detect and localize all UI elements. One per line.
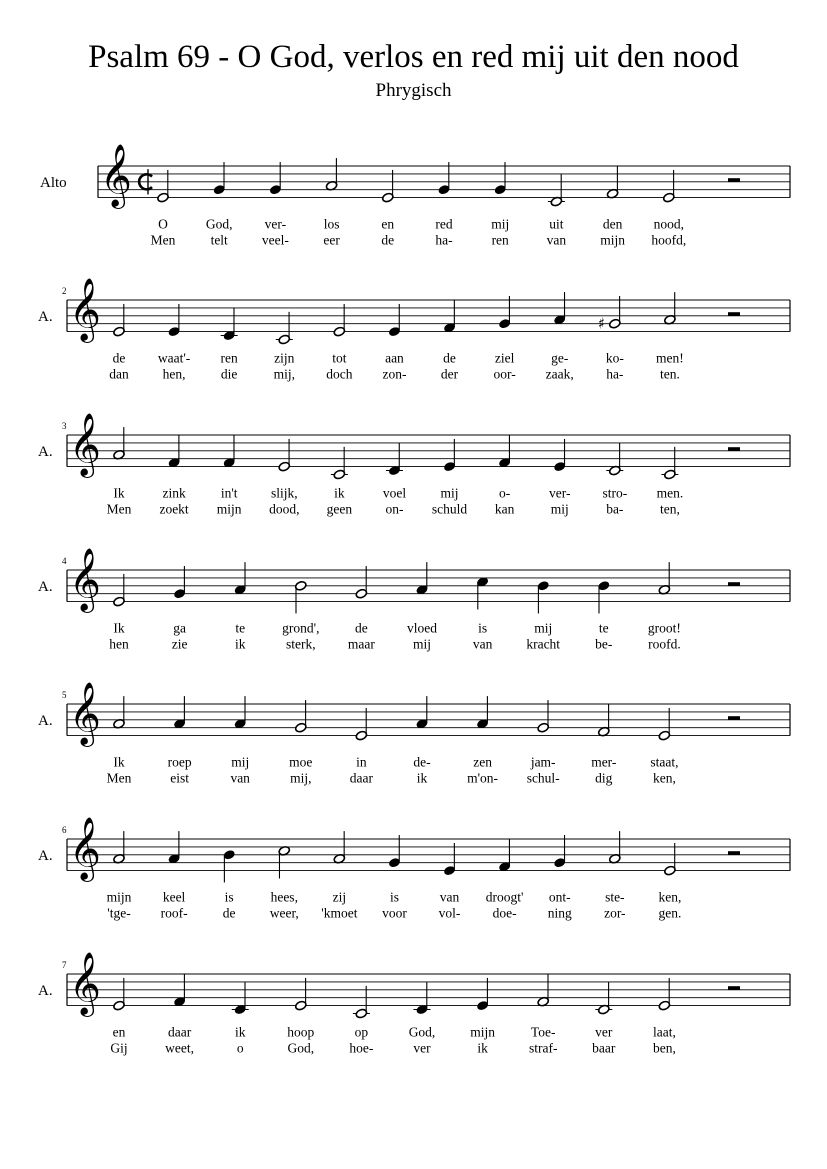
treble-clef-icon: 𝄞 (69, 951, 101, 1015)
lyric-verse-2: zie (171, 636, 188, 652)
lyric-verse-2: Men (106, 770, 132, 786)
lyric-verse-1: te (235, 620, 246, 636)
instrument-name: A. (38, 443, 53, 460)
lyric-verse-2: ben, (652, 1040, 676, 1056)
half-rest (728, 582, 740, 586)
lyric-verse-1: Ik (113, 620, 125, 636)
lyric-verse-2: doch (326, 366, 353, 382)
lyric-verse-1: mij (440, 485, 459, 501)
lyric-verse-1: grond', (282, 620, 320, 636)
lyric-verse-2: ik (477, 1040, 488, 1056)
lyric-verse-1: God, (205, 216, 233, 232)
lyric-verse-1: mij (491, 216, 510, 232)
lyric-verse-2: ha- (606, 366, 624, 382)
instrument-name: A. (38, 712, 53, 729)
lyric-verse-2: hoofd, (651, 232, 687, 248)
lyric-verse-2: dan (109, 366, 129, 382)
lyric-verse-2: voor (382, 905, 407, 921)
lyric-verse-2: mijn (216, 501, 242, 517)
lyric-verse-2: kracht (526, 636, 561, 652)
treble-clef-icon: 𝄞 (69, 816, 101, 880)
measure-number: 4 (62, 556, 67, 566)
lyric-verse-1: keel (162, 889, 186, 905)
lyric-verse-2: mij (412, 636, 432, 652)
lyric-verse-2: de (381, 232, 395, 248)
lyric-verse-2: ning (547, 905, 572, 921)
lyric-verse-1: droogt' (485, 889, 524, 905)
lyric-verse-1: de- (413, 754, 431, 770)
lyric-verse-1: is (389, 889, 399, 905)
lyric-verse-2: hoe- (349, 1040, 374, 1056)
score-title: Psalm 69 - O God, verlos en red mij uit den nood (88, 39, 739, 75)
lyric-verse-1: zink (162, 485, 186, 501)
lyric-verse-1: tot (332, 350, 347, 366)
lyric-verse-1: is (478, 620, 488, 636)
lyric-verse-2: mij (550, 501, 569, 517)
lyric-verse-1: ziel (494, 350, 515, 366)
lyric-verse-2: eer (323, 232, 340, 248)
lyric-verse-1: hoop (287, 1024, 315, 1040)
lyric-verse-2: dig (595, 770, 613, 786)
lyric-verse-2: die (220, 366, 238, 382)
sharp-icon: ♯ (597, 314, 606, 333)
score-subtitle: Phrygisch (375, 80, 452, 101)
lyric-verse-1: ge- (551, 350, 569, 366)
staff-system (38, 547, 790, 651)
lyric-verse-1: Toe- (530, 1024, 556, 1040)
lyric-verse-2: ik (234, 636, 246, 652)
lyric-verse-1: nood, (653, 216, 684, 232)
instrument-name: A. (38, 578, 53, 595)
lyric-verse-1: ont- (548, 889, 571, 905)
instrument-name: A. (38, 982, 53, 999)
lyric-verse-1: Ik (113, 754, 125, 770)
lyric-verse-2: schul- (526, 770, 560, 786)
lyric-verse-1: ver- (264, 216, 287, 232)
lyric-verse-2: mij, (273, 366, 295, 382)
treble-clef-icon: 𝄞 (69, 412, 101, 476)
lyric-verse-2: Men (150, 232, 176, 248)
lyric-verse-2: zon- (382, 366, 407, 382)
staff-system (38, 277, 790, 381)
measure-number: 5 (62, 690, 67, 700)
lyric-verse-2: telt (210, 232, 228, 248)
lyric-verse-1: ren (220, 350, 238, 366)
lyric-verse-2: be- (595, 636, 613, 652)
lyric-verse-1: zij (332, 889, 347, 905)
staff-system (38, 681, 790, 785)
lyric-verse-1: zen (473, 754, 492, 770)
lyric-verse-1: men. (656, 485, 684, 501)
lyric-verse-2: eist (170, 770, 189, 786)
lyric-verse-2: de (222, 905, 236, 921)
treble-clef-icon: 𝄞 (69, 547, 101, 611)
lyric-verse-2: ren (491, 232, 509, 248)
lyric-verse-2: Gij (110, 1040, 128, 1056)
lyric-verse-2: doe- (492, 905, 517, 921)
measure-number: 3 (62, 421, 67, 431)
lyric-verse-1: moe (289, 754, 313, 770)
lyric-verse-1: ver (595, 1024, 613, 1040)
lyric-verse-1: vloed (407, 620, 437, 636)
lyric-verse-2: zor- (604, 905, 626, 921)
lyric-verse-1: daar (167, 1024, 192, 1040)
lyric-verse-2: o (236, 1040, 244, 1056)
measure-number: 6 (62, 825, 67, 835)
lyric-verse-2: hen, (162, 366, 186, 382)
lyric-verse-1: O (158, 216, 168, 232)
lyric-verse-1: in (356, 754, 367, 770)
lyric-verse-2: van (472, 636, 493, 652)
half-rest (728, 312, 740, 316)
lyric-verse-1: ver- (548, 485, 571, 501)
instrument-name: A. (38, 308, 53, 325)
lyric-verse-1: hees, (270, 889, 298, 905)
lyric-verse-2: ha- (435, 232, 453, 248)
lyric-verse-1: voel (382, 485, 407, 501)
lyric-verse-2: Men (106, 501, 132, 517)
staff-system (38, 412, 790, 516)
lyric-verse-2: dood, (269, 501, 300, 517)
half-rest (728, 716, 740, 720)
lyric-verse-2: God, (287, 1040, 315, 1056)
lyric-verse-1: stro- (602, 485, 628, 501)
measure-number: 7 (62, 960, 67, 970)
lyric-verse-2: 'tge- (107, 905, 131, 921)
lyric-verse-2: ken, (652, 770, 676, 786)
lyric-verse-2: mij, (290, 770, 312, 786)
lyric-verse-2: zoekt (159, 501, 189, 517)
lyric-verse-1: de (443, 350, 456, 366)
instrument-name: A. (38, 847, 53, 864)
lyric-verse-1: aan (385, 350, 404, 366)
lyric-verse-1: is (224, 889, 234, 905)
lyric-verse-1: van (439, 889, 460, 905)
lyric-verse-1: en (112, 1024, 126, 1040)
half-rest (728, 178, 740, 182)
lyric-verse-1: God, (408, 1024, 436, 1040)
lyric-verse-1: red (435, 216, 453, 232)
lyric-verse-1: o- (499, 485, 511, 501)
lyric-verse-2: ver (413, 1040, 431, 1056)
lyric-verse-1: en (381, 216, 395, 232)
lyric-verse-1: uit (549, 216, 564, 232)
lyric-verse-2: oor- (493, 366, 516, 382)
lyric-verse-1: mijn (106, 889, 132, 905)
lyric-verse-1: ken, (658, 889, 682, 905)
lyric-verse-1: ik (234, 1024, 246, 1040)
lyric-verse-2: hen (109, 636, 129, 652)
lyric-verse-2: der (440, 366, 459, 382)
lyric-verse-2: ik (416, 770, 428, 786)
lyric-verse-1: ga (173, 620, 186, 636)
lyric-verse-1: ik (334, 485, 345, 501)
lyric-verse-1: de (112, 350, 126, 366)
lyric-verse-2: 'kmoet (321, 905, 358, 921)
staff-system (40, 143, 790, 247)
lyric-verse-2: ten, (659, 501, 680, 517)
lyric-verse-1: jam- (530, 754, 556, 770)
lyric-verse-1: men! (656, 350, 684, 366)
lyric-verse-1: laat, (652, 1024, 676, 1040)
lyric-verse-1: staat, (650, 754, 679, 770)
lyric-verse-2: geen (326, 501, 353, 517)
staff-system (38, 951, 790, 1055)
lyric-verse-1: roep (167, 754, 192, 770)
lyric-verse-1: waat'- (157, 350, 191, 366)
treble-clef-icon: 𝄞 (69, 277, 101, 341)
treble-clef-icon: 𝄞 (100, 143, 132, 207)
lyric-verse-1: groot! (647, 620, 681, 636)
treble-clef-icon: 𝄞 (69, 681, 101, 745)
lyric-verse-2: gen. (658, 905, 682, 921)
lyric-verse-2: sterk, (285, 636, 316, 652)
lyric-verse-2: baar (592, 1040, 616, 1056)
instrument-name: Alto (40, 174, 67, 191)
lyric-verse-1: slijk, (270, 485, 298, 501)
lyric-verse-1: zijn (274, 350, 295, 366)
lyric-verse-2: veel- (261, 232, 289, 248)
lyric-verse-2: schuld (431, 501, 468, 517)
lyric-verse-1: mijn (470, 1024, 495, 1040)
lyric-verse-1: ste- (605, 889, 625, 905)
lyric-verse-1: de (355, 620, 368, 636)
lyric-verse-1: Ik (113, 485, 125, 501)
staff-system (38, 816, 790, 920)
lyric-verse-2: zaak, (545, 366, 574, 382)
lyric-verse-1: te (598, 620, 609, 636)
lyric-verse-2: maar (347, 636, 375, 652)
lyric-verse-2: daar (349, 770, 374, 786)
lyric-verse-1: in't (220, 485, 238, 501)
lyric-verse-1: ko- (605, 350, 624, 366)
lyric-verse-2: roof- (160, 905, 188, 921)
measure-number: 2 (62, 286, 67, 296)
lyric-verse-1: mer- (591, 754, 617, 770)
lyric-verse-2: roofd. (648, 636, 681, 652)
lyric-verse-2: weer, (269, 905, 299, 921)
half-rest (728, 447, 740, 451)
half-rest (728, 851, 740, 855)
lyric-verse-1: den (602, 216, 623, 232)
lyric-verse-1: mij (534, 620, 553, 636)
lyric-verse-1: los (323, 216, 340, 232)
lyric-verse-2: vol- (438, 905, 461, 921)
lyric-verse-2: ten. (659, 366, 680, 382)
lyric-verse-1: mij (231, 754, 250, 770)
lyric-verse-2: straf- (528, 1040, 558, 1056)
lyric-verse-2: kan (494, 501, 515, 517)
lyric-verse-1: op (354, 1024, 369, 1040)
lyric-verse-2: on- (385, 501, 404, 517)
lyric-verse-2: van (230, 770, 250, 786)
lyric-verse-2: weet, (165, 1040, 195, 1056)
lyric-verse-2: mijn (600, 232, 625, 248)
lyric-verse-2: van (546, 232, 567, 248)
lyric-verse-2: m'on- (467, 770, 499, 786)
lyric-verse-2: ba- (606, 501, 624, 517)
half-rest (728, 986, 740, 990)
